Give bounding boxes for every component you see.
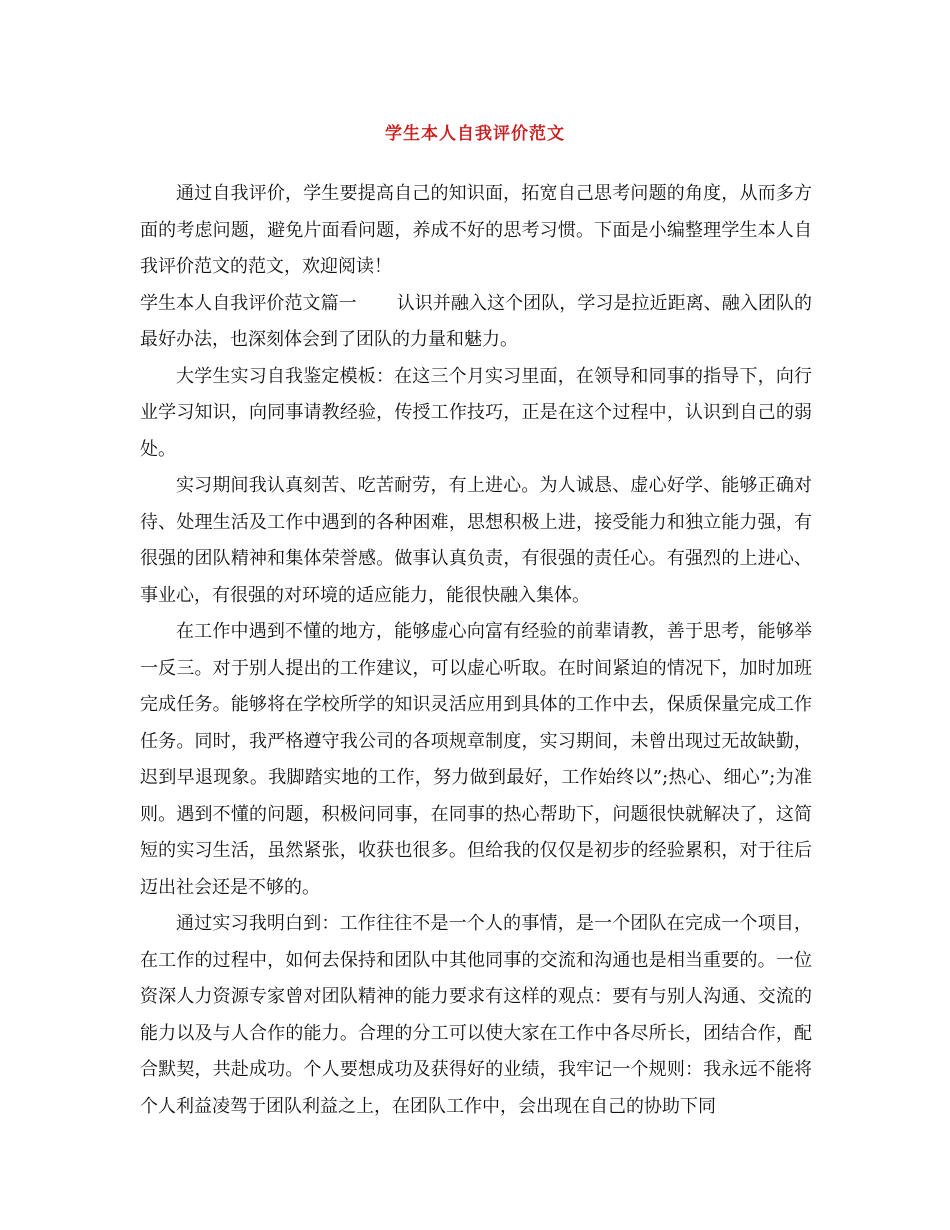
- document-body: [140, 176, 812, 1125]
- paragraph-teamwork: 通过实习我明白到：工作往往不是一个人的事情，是一个团队在完成一个项目，在工作的过程中，如何去保持和团队中其他同事的交流和沟通也是相当重要的。一位资深人力资源专家曾对团队精神的能力要求有这样的观点：要有与别人沟通、交流的能力以及与人合作的能力。合理的分工可以使大家在工作中各尽所长，团结合作，配合默契，共赴成功。个人要想成功及获得好的业绩，我牢记一个规则：我永远不能将个人利益凌驾于团队利益之上，在团队工作中，会出现在自己的协助下同: [140, 913, 812, 1117]
- document-title: 学生本人自我评价范文: [385, 124, 565, 144]
- paragraph-internship-template: 大学生实习自我鉴定模板：在这三个月实习里面，在领导和同事的指导下，向行业学习知识，向同事请教经验，传授工作技巧，正是在这个过程中，认识到自己的弱处。: [140, 365, 812, 460]
- paragraph-work-experience: 在工作中遇到不懂的地方，能够虚心向富有经验的前辈请教，善于思考，能够举一反三。对于别人提出的工作建议，可以虚心听取。在时间紧迫的情况下，加时加班完成任务。能够将在学校所学的知识灵活应用到具体的工作中去，保质保量完成工作任务。同时，我严格遵守我公司的各项规章制度，实习期间，未曾出现过无故缺勤，迟到早退现象。我脚踏实地的工作，努力做到最好，工作始终以”;热心、细心”;为准则。遇到不懂的问题，积极问同事，在同事的热心帮助下，问题很快就解决了，这简短的实习生活，虽然紧张，收获也很多。但给我的仅仅是初步的经验累积，对于往后迈出社会还是不够的。: [140, 621, 812, 898]
- paragraph-intro: 通过自我评价，学生要提高自己的知识面，拓宽自己思考问题的角度，从而多方面的考虑问题，避免片面看问题，养成不好的思考习惯。下面是小编整理学生本人自我评价范文的范文，欢迎阅读！: [140, 183, 812, 277]
- section-heading: 学生本人自我评价范文篇一: [140, 292, 357, 314]
- paragraph-attitude: 实习期间我认真刻苦、吃苦耐劳，有上进心。为人诚恳、虚心好学、能够正确对待、处理生活及工作中遇到的各种困难，思想积极上进，接受能力和独立能力强，有很强的团队精神和集体荣誉感。做事认真负责，有很强的责任心。有强烈的上进心、事业心，有很强的对环境的适应能力，能很快融入集体。: [140, 475, 812, 606]
- section-one-text: 认识并融入这个团队，学习是拉近距离、融入团队的最好办法，也深刻体会到了团队的力量和魅力。: [140, 292, 812, 350]
- paragraph-section-one: [140, 286, 812, 359]
